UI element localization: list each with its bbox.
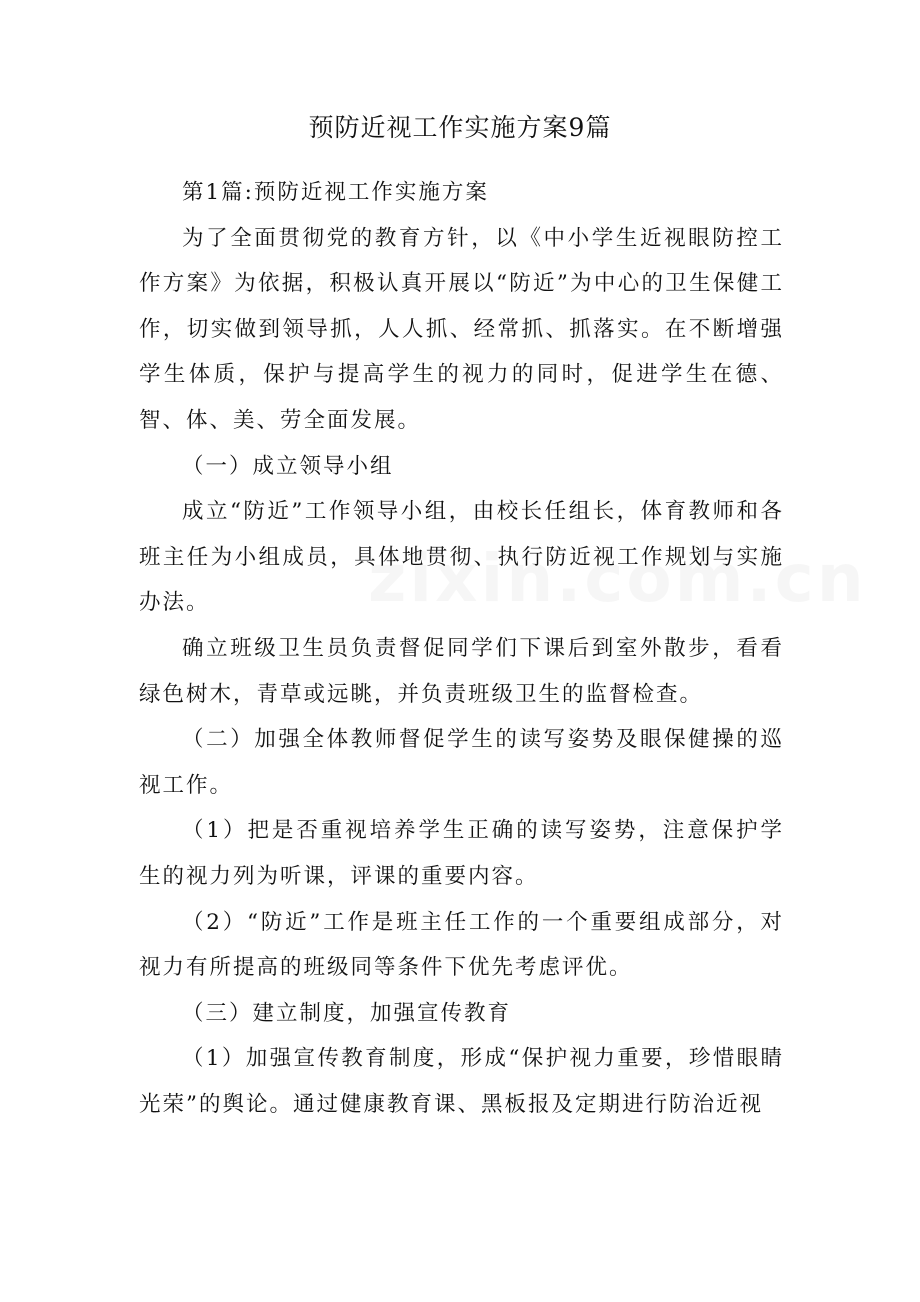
list-item: （1）加强宣传教育制度，形成“保护视力重要，珍惜眼睛光荣”的舆论。通过健康教育课、黑板报及定期进行防治近视 [139, 1046, 784, 1117]
paragraph: 确立班级卫生员负责督促同学们下课后到室外散步，看看绿色树木，青草或远眺，并负责班级卫生的监督检查。 [139, 635, 784, 707]
list-item: （1）把是否重视培养学生正确的读写姿势，注意保护学生的视力列为听课，评课的重要内容。 [139, 818, 784, 889]
list-item: （2）“防近”工作是班主任工作的一个重要组成部分，对视力有所提高的班级同等条件下优先考虑评优。 [139, 909, 784, 981]
section-heading: 第1篇:预防近视工作实施方案 [182, 180, 489, 205]
subsection-heading: （二）加强全体教师督促学生的读写姿势及眼保健操的巡视工作。 [139, 727, 784, 798]
document-body [139, 170, 784, 1127]
document-title: 预防近视工作实施方案9篇 [308, 113, 612, 142]
subsection-heading: （一）成立领导小组 [182, 453, 394, 479]
paragraph: 成立“防近”工作领导小组，由校长任组长，体育教师和各班主任为小组成员，具体地贯彻、执行防近视工作规划与实施办法。 [139, 499, 784, 616]
subsection-heading: （三）建立制度，加强宣传教育 [182, 1000, 512, 1026]
paragraph: 为了全面贯彻党的教育方针，以《中小学生近视眼防控工作方案》为依据，积极认真开展以“防近”为中心的卫生保健工作，切实做到领导抓，人人抓、经常抓、抓落实。在不断增强学生体质，保护与提高学生的视力的同时，促进学生在德、智、体、美、劳全面发展。 [139, 225, 784, 433]
